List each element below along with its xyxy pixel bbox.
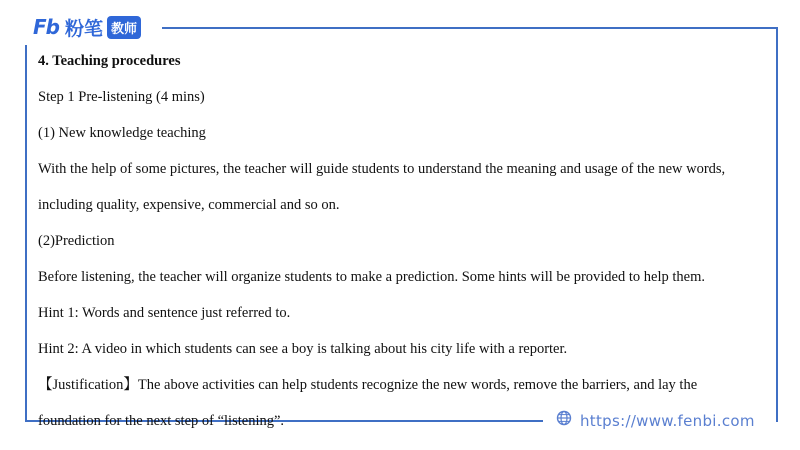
justification-line1: 【Justification】The above activities can help students recognize the new words, remove the barriers, and lay the (38, 377, 698, 393)
justification-line2: foundation for the next step of “listening”. (38, 413, 285, 429)
frame-top-line (162, 27, 777, 29)
paragraph-new-knowledge-line2: including quality, expensive, commercial and so on. (38, 197, 340, 213)
website-url[interactable]: https://www.fenbi.com (580, 411, 755, 430)
brand-mark: Fb (33, 15, 59, 39)
globe-icon (556, 410, 572, 431)
subsection-prediction: (2)Prediction (38, 233, 115, 249)
frame-right-line (776, 27, 778, 422)
brand-name: 粉笔 (64, 17, 103, 40)
hint-1: Hint 1: Words and sentence just referred to. (38, 305, 291, 321)
document-body (38, 48, 768, 434)
step-title: Step 1 Pre-listening (4 mins) (38, 89, 205, 105)
brand-logo (33, 14, 141, 40)
footer-link[interactable] (556, 410, 755, 431)
section-heading: 4. Teaching procedures (38, 53, 181, 69)
paragraph-prediction: Before listening, the teacher will organize students to make a prediction. Some hints will be provided to help them. (38, 269, 705, 285)
brand-badge: 教师 (107, 16, 141, 39)
paragraph-new-knowledge-line1: With the help of some pictures, the teacher will guide students to understand the meaning and usage of the new words, (38, 161, 726, 177)
hint-2: Hint 2: A video in which students can see a boy is talking about his city life with a reporter. (38, 341, 568, 357)
frame-left-line (25, 45, 27, 421)
subsection-new-knowledge: (1) New knowledge teaching (38, 125, 206, 141)
